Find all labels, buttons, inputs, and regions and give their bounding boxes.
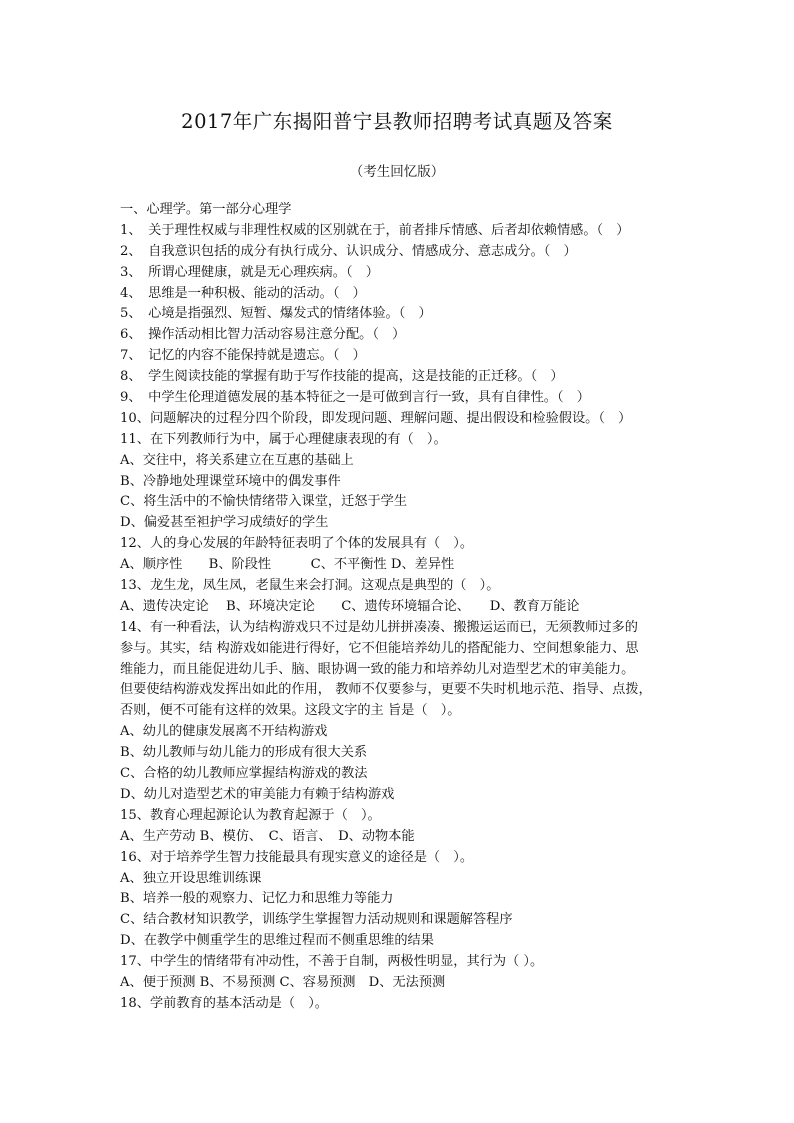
text-line: A、生产劳动 B、模仿、 C、语言、 D、动物本能 [120,828,415,844]
text-line: 4、 思维是一种积极、能动的活动。（ ） [120,285,366,301]
text-line: 参与。其实，结 构游戏如能进行得好，它不但能培养幼儿的搭配能力、空间想象能力、思 [120,640,639,656]
text-line: B、培养一般的观察力、记忆力和思维力等能力 [120,891,394,907]
text-line: 维能力，而且能促进幼儿手、脑、眼协调一致的能力和培养幼儿对造型艺术的审美能力。 [120,661,635,677]
text-line: D、幼儿对造型艺术的审美能力有赖于结构游戏 [120,786,395,802]
text-line: 15、教育心理起源论认为教育起源于（ ）。 [120,807,381,823]
text-line: 17、中学生的情绪带有冲动性，不善于自制，两极性明显，其行为（ ）。 [120,954,544,970]
document-body [120,200,690,1015]
text-line: 否则，便不可能有这样的效果。这段文字的主 旨是（ ）。 [120,703,461,719]
text-line: 3、 所谓心理健康，就是无心理疾病。（ ） [120,264,379,280]
text-line: 14、有一种看法，认为结构游戏只不过是幼儿拼拼凑凑、搬搬运运而已，无须教师过多的 [120,619,638,635]
text-line: A、遗传决定论 B、环境决定论 C、遗传环境辐合论、 D、教育万能论 [120,598,580,614]
text-line: C、结合教材知识教学，训练学生掌握智力活动规则和课题解答程序 [120,912,513,928]
text-line: 10、问题解决的过程分四个阶段，即发现问题、理解问题、提出假设和检验假设。（ ） [120,410,632,426]
text-line: A、顺序性 B、阶段性 C、不平衡性 D、差异性 [120,557,455,573]
text-line: 13、龙生龙，凤生凤，老鼠生来会打洞。这观点是典型的（ ）。 [120,578,500,594]
text-line: 8、 学生阅读技能的掌握有助于写作技能的提高，这是技能的正迁移。（ ） [120,369,564,385]
document-subtitle: （考生回忆版） [349,164,445,180]
text-line: D、偏爱甚至袒护学习成绩好的学生 [120,515,329,531]
text-line: 2、 自我意识包括的成分有执行成分、认识成分、情感成分、意志成分。（ ） [120,243,577,259]
text-line: 18、学前教育的基本活动是（ ）。 [120,995,328,1011]
text-line: 16、对于培养学生智力技能最具有现实意义的途径是（ ）。 [120,849,474,865]
text-line: B、幼儿教师与幼儿能力的形成有很大关系 [120,745,368,761]
text-line: C、将生活中的不愉快情绪带入课堂，迁怒于学生 [120,494,408,510]
text-line: 5、 心境是指强烈、短暂、爆发式的情绪体验。（ ） [120,306,432,322]
text-line: D、在教学中侧重学生的思维过程而不侧重思维的结果 [120,933,434,949]
text-line: A、独立开设思维训练课 [120,870,262,886]
text-line: A、便于预测 B、不易预测 C、容易预测 D、无法预测 [120,974,446,990]
text-line: 7、 记忆的内容不能保持就是遗忘。（ ） [120,348,366,364]
text-line: 6、 操作活动相比智力活动容易注意分配。（ ） [120,327,406,343]
text-line: C、合格的幼儿教师应掌握结构游戏的教法 [120,766,368,782]
text-line: 一、心理学。第一部分心理学 [120,202,292,217]
text-line: A、交往中，将关系建立在互惠的基础上 [120,452,354,468]
text-line: 9、 中学生伦理道德发展的基本特征之一是可做到言行一致，具有自律性。（ ） [120,390,590,406]
text-line: B、冷静地处理课堂环境中的偶发事件 [120,473,341,489]
text-line: A、幼儿的健康发展离不开结构游戏 [120,724,328,740]
text-line: 1、 关于理性权威与非理性权威的区别就在于，前者排斥情感、后者却依赖情感。（ ） [120,222,630,238]
text-line: 11、在下列教师行为中，属于心理健康表现的有（ ）。 [120,431,447,447]
text-line: 但要使结构游戏发挥出如此的作用， 教师不仅要参与，更要不失时机地示范、指导、点拨， [120,682,652,698]
text-line: 12、人的身心发展的年龄特征表明了个体的发展具有（ ）。 [120,536,474,552]
document-title: 2017年广东揭阳普宁县教师招聘考试真题及答案 [181,110,613,133]
